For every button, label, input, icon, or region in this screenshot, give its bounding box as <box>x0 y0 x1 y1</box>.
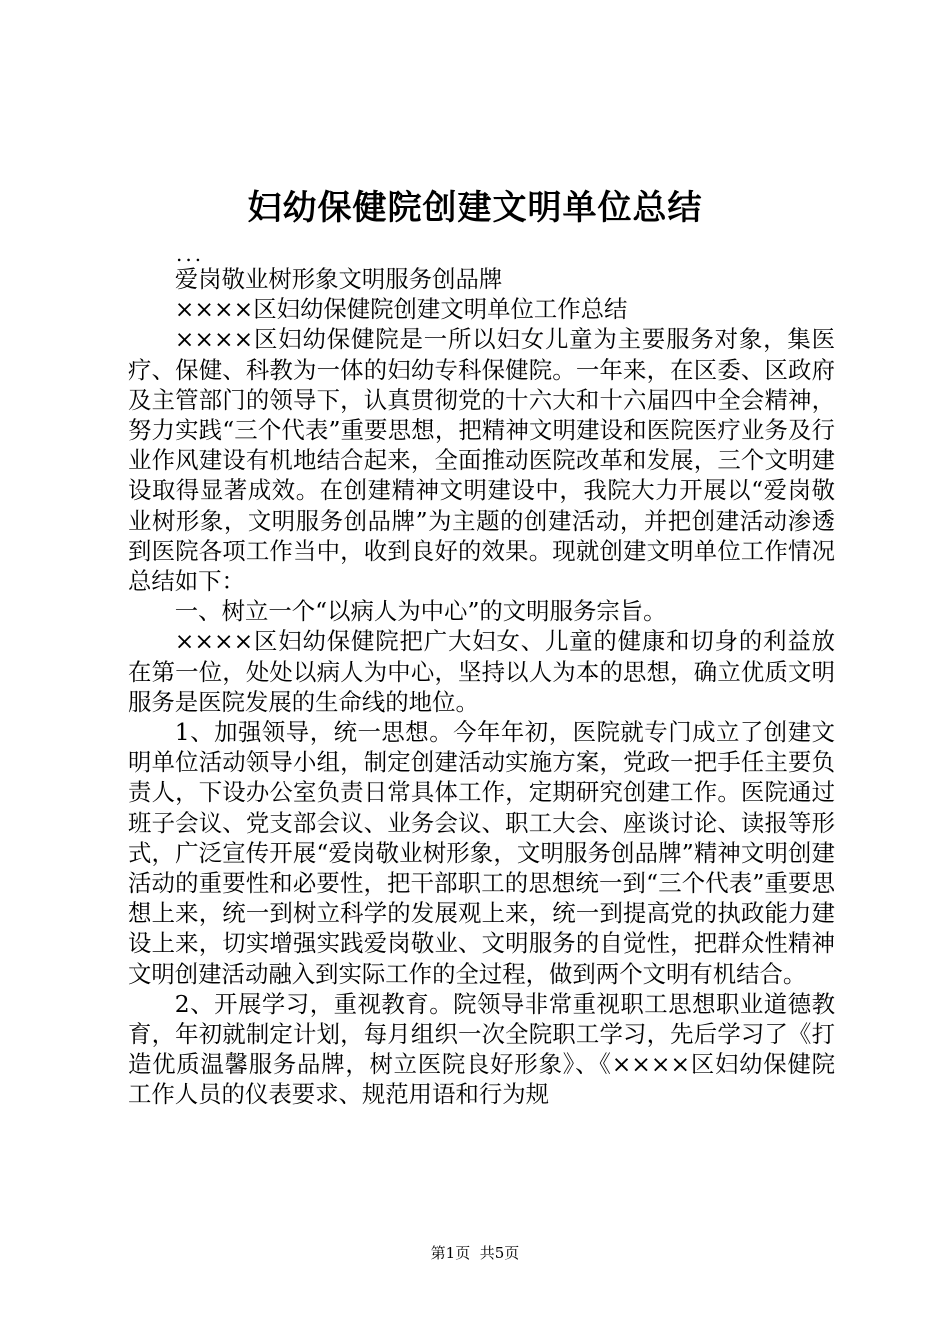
item-2-paragraph: 2、开展学习，重视教育。院领导非常重视职工思想职业道德教育，年初就制定计划，每月组织一次全院职工学习，先后学习了《打造优质温馨服务品牌，树立医院良好形象》、《××××区妇幼保健院工作人员的仪表要求、规范用语和行为规 <box>128 989 835 1109</box>
intro-paragraph: ××××区妇幼保健院是一所以妇女儿童为主要服务对象，集医疗、保健、科教为一体的妇幼专科保健院。一年来，在区委、区政府及主管部门的领导下，认真贯彻党的十六大和十六届四中全会精神，努力实践“三个代表”重要思想，把精神文明建设和医院医疗业务及行业作风建设有机地结合起来，全面推动医院改革和发展，三个文明建设取得显著成效。在创建精神文明建设中，我院大力开展以“爱岗敬业树形象，文明服务创品牌”为主题的创建活动，并把创建活动渗透到医院各项工作当中，收到良好的效果。现就创建文明单位工作情况总结如下： <box>128 325 835 596</box>
section-1-paragraph: ××××区妇幼保健院把广大妇女、儿童的健康和切身的利益放在第一位，处处以病人为中心，坚持以人为本的思想，确立优质文明服务是医院发展的生命线的地位。 <box>128 627 835 716</box>
document-title: 妇幼保健院创建文明单位总结 <box>247 188 703 228</box>
slogan-paragraph: 爱岗敬业树形象文明服务创品牌 <box>174 265 503 293</box>
page-total: 共5页 <box>479 1244 520 1262</box>
ellipsis-mark: ... <box>176 242 205 266</box>
page-number: 第1页 <box>430 1244 471 1262</box>
document-body <box>128 264 835 1110</box>
page-footer <box>0 1243 950 1263</box>
item-1-paragraph: 1、加强领导，统一思想。今年年初，医院就专门成立了创建文明单位活动领导小组，制定创建活动实施方案，党政一把手任主要负责人，下设办公室负责日常具体工作，定期研究创建工作。医院通过班子会议、党支部会议、业务会议、职工大会、座谈讨论、读报等形式，广泛宣传开展“爱岗敬业树形象，文明服务创品牌”精神文明创建活动的重要性和必要性，把干部职工的思想统一到“三个代表”重要思想上来，统一到树立科学的发展观上来，统一到提高党的执政能力建设上来，切实增强实践爱岗敬业、文明服务的自觉性，把群众性精神文明创建活动融入到实际工作的全过程，做到两个文明有机结合。 <box>128 718 835 988</box>
subtitle-paragraph: ××××区妇幼保健院创建文明单位工作总结 <box>174 295 628 324</box>
section-heading-1: 一、树立一个“以病人为中心”的文明服务宗旨。 <box>174 597 667 626</box>
